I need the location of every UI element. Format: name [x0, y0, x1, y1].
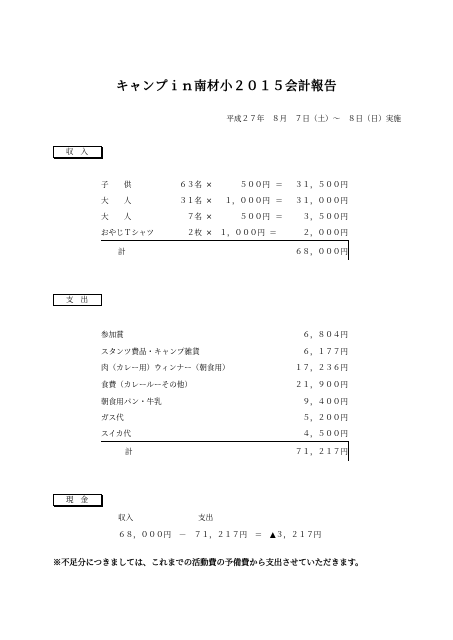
income-price: １，０００円: [224, 196, 270, 205]
income-amount: ３１，０００円: [294, 196, 348, 205]
income-qty: ６３名: [179, 180, 202, 189]
footnote: ※不足分につきましては、これまでの活動費の予備費から支出させていただきます。: [53, 557, 364, 567]
cash-formula: ６８，０００円 － ７１，２１７円 ＝ ▲３，２１７円: [118, 530, 322, 539]
cash-expense-header: 支出: [198, 513, 214, 522]
expense-amount: ９，４００円: [302, 397, 348, 406]
income-amount: ２，０００円: [302, 228, 348, 237]
income-total-amount: ６８，０００円: [294, 247, 348, 256]
income-qty: ７名: [186, 212, 202, 221]
expense-item: 朝食用パン・牛乳: [101, 397, 162, 406]
expense-amount: ６，８０４円: [302, 330, 348, 339]
page-title: キャンプｉｎ南材小２０１５会計報告: [115, 78, 337, 93]
income-op: ×: [205, 180, 213, 189]
income-section-label: 収入: [53, 146, 102, 158]
income-item: おやじＴシャツ: [101, 228, 155, 237]
income-amount: ３，５００円: [302, 212, 348, 221]
income-eq: ＝: [275, 212, 283, 221]
expense-amount: ６，１７７円: [302, 347, 348, 356]
income-total-label: 計: [118, 247, 126, 256]
expense-item: スイカ代: [101, 429, 131, 438]
income-op: ×: [205, 228, 213, 237]
income-item: 大 人: [101, 196, 132, 205]
expense-total-label: 計: [125, 447, 133, 456]
income-qty: ３１名: [179, 196, 202, 205]
expense-item: 肉（カレー用）ウィンナー（朝食用）: [101, 363, 230, 372]
income-eq: ＝: [275, 180, 283, 189]
income-total-edge: [348, 240, 349, 260]
income-item: 子 供: [101, 180, 132, 189]
expense-section-label: 支出: [53, 294, 102, 306]
expense-divider: [101, 441, 349, 442]
expense-total-amount: ７１，２１７円: [294, 447, 348, 456]
expense-item: 食費（カレールーその他）: [101, 380, 192, 389]
event-date: 平成２７年 ８月 ７日（土）～ ８日（日）実施: [226, 114, 401, 123]
cash-section-label: 現金: [53, 494, 102, 506]
expense-total-edge: [348, 441, 349, 461]
expense-item: スタンツ費品・キャンプ雑貨: [101, 347, 200, 356]
expense-amount: １７，２３６円: [294, 363, 348, 372]
income-eq: ＝: [275, 196, 283, 205]
income-amount: ３１，５００円: [294, 180, 348, 189]
income-price: １，０００円: [219, 228, 265, 237]
income-eq: ＝: [269, 228, 277, 237]
expense-amount: ４，５００円: [302, 429, 348, 438]
expense-item: 参加賞: [101, 330, 124, 339]
expense-amount: ２１，９００円: [294, 380, 348, 389]
income-divider: [101, 240, 349, 241]
expense-item: ガス代: [101, 413, 124, 422]
income-price: ５００円: [239, 180, 270, 189]
income-op: ×: [205, 212, 213, 221]
income-op: ×: [205, 196, 213, 205]
income-price: ５００円: [239, 212, 270, 221]
income-item: 大 人: [101, 212, 132, 221]
expense-amount: ５，２００円: [302, 413, 348, 422]
cash-income-header: 収入: [118, 513, 134, 522]
income-qty: ２枚: [186, 228, 202, 237]
